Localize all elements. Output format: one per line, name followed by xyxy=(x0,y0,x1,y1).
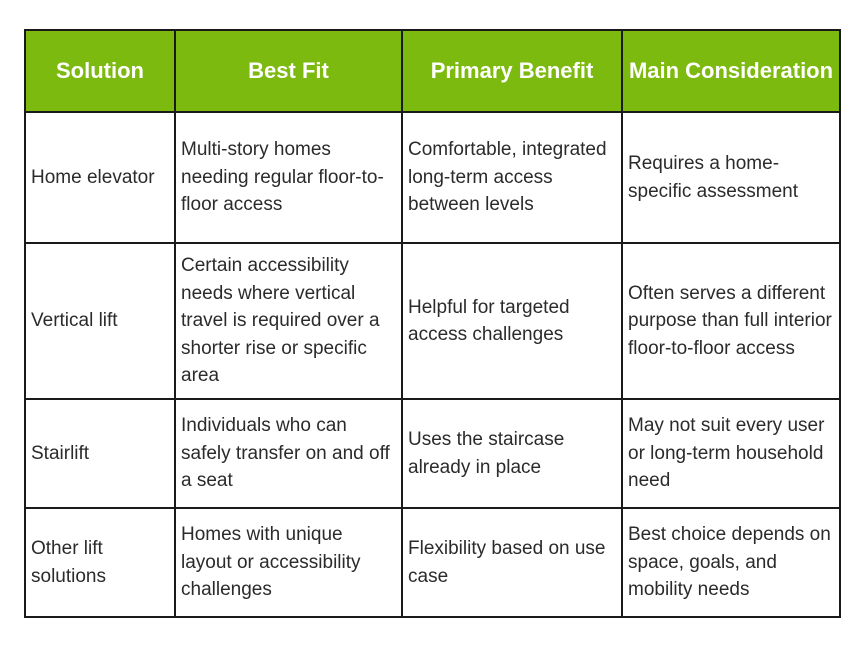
table-row xyxy=(25,508,840,617)
table-body xyxy=(25,112,840,617)
cell-solution: Other lift solutions xyxy=(25,508,175,617)
cell-solution: Stairlift xyxy=(25,399,175,508)
cell-main-consideration: Often serves a different purpose than full interior floor-to-floor access xyxy=(622,243,840,399)
cell-solution: Home elevator xyxy=(25,112,175,243)
header-main-consideration: Main Consideration xyxy=(622,30,840,112)
cell-main-consideration: May not suit every user or long-term household need xyxy=(622,399,840,508)
cell-primary-benefit: Uses the staircase already in place xyxy=(402,399,622,508)
cell-primary-benefit: Helpful for targeted access challenges xyxy=(402,243,622,399)
cell-main-consideration: Best choice depends on space, goals, and mobility needs xyxy=(622,508,840,617)
comparison-table xyxy=(24,29,841,618)
cell-solution: Vertical lift xyxy=(25,243,175,399)
cell-best-fit: Individuals who can safely transfer on and off a seat xyxy=(175,399,402,508)
header-row xyxy=(25,30,840,112)
table-row xyxy=(25,243,840,399)
cell-primary-benefit: Comfortable, integrated long-term access between levels xyxy=(402,112,622,243)
header-primary-benefit: Primary Benefit xyxy=(402,30,622,112)
cell-primary-benefit: Flexibility based on use case xyxy=(402,508,622,617)
cell-best-fit: Homes with unique layout or accessibility challenges xyxy=(175,508,402,617)
cell-best-fit: Certain accessibility needs where vertical travel is required over a shorter rise or specific area xyxy=(175,243,402,399)
cell-main-consideration: Requires a home-specific assessment xyxy=(622,112,840,243)
table-row xyxy=(25,399,840,508)
cell-best-fit: Multi-story homes needing regular floor-to-floor access xyxy=(175,112,402,243)
header-best-fit: Best Fit xyxy=(175,30,402,112)
table-row xyxy=(25,112,840,243)
table-header xyxy=(25,30,840,112)
header-solution: Solution xyxy=(25,30,175,112)
